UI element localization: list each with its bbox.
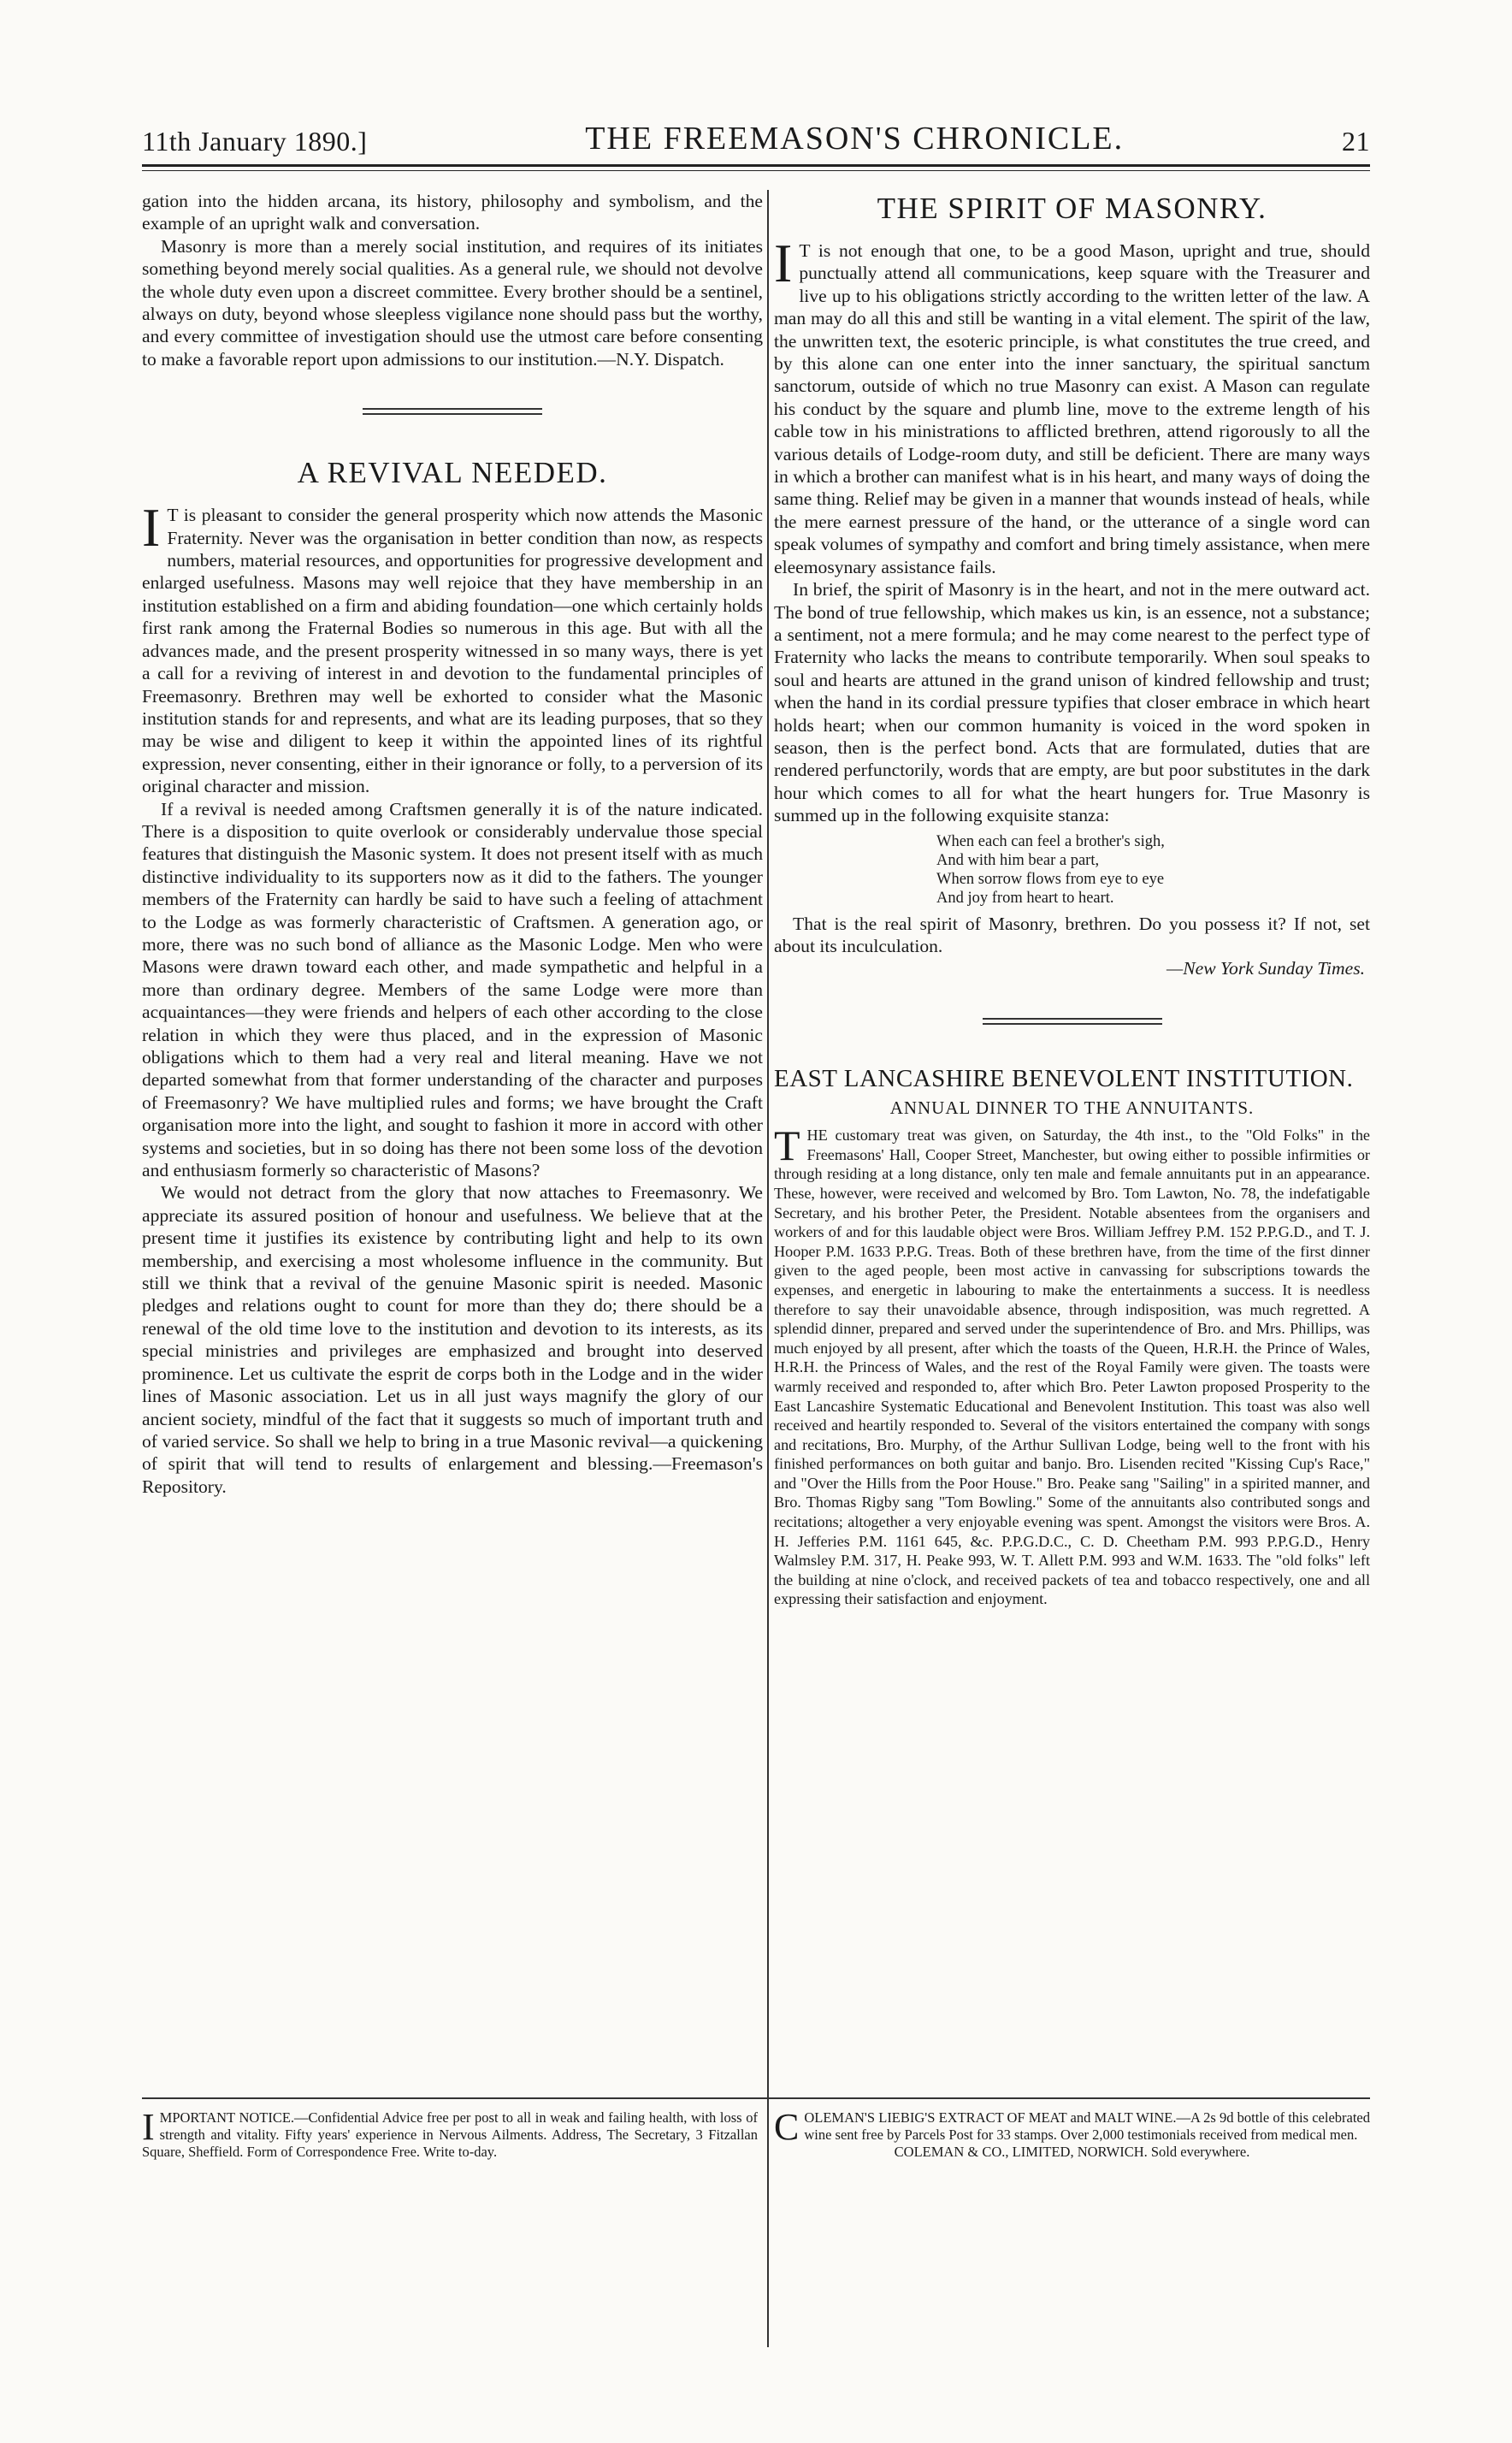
spirit-source: —New York Sunday Times. (1166, 958, 1365, 979)
important-notice: IMPORTANT NOTICE.—Confidential Advice free per post to all in weak and failing health, with loss of strength and vitality. Fifty years' experience in Nervous Ailments. Address, The Secretary, 3 Fitzallan Square, Sheffield. Form of Correspondence Free. Write to-day. (142, 2106, 758, 2160)
right-column (774, 190, 1370, 1609)
issue-date: 11th January 1890.] (142, 126, 368, 157)
left-column (142, 190, 763, 1498)
stanza-line: And with him bear a part, (936, 851, 1100, 869)
header-rule (142, 164, 1370, 167)
drop-cap: T (774, 1121, 800, 1170)
stanza-line: When sorrow flows from eye to eye (936, 870, 1165, 888)
coleman-address: COLEMAN & CO., LIMITED, NORWICH. Sold everywhere. (894, 2144, 1250, 2160)
spirit-heading: THE SPIRIT OF MASONRY. (877, 192, 1267, 225)
column-divider (767, 190, 769, 2347)
stanza-line: When each can feel a brother's sigh, (936, 832, 1165, 850)
revival-paragraph: We would not detract from the glory that now attaches to Freemasonry. We appreciate its assured position of honour and usefulness. We believe that at the present time it justifies its existence by contributing light and help to its own membership, and exercising a most wholesome influence in the community. But still we think that a revival of the genuine Masonic spirit is needed. Masonic pledges and relations ought to count for more than they do; there should be a renewal of the old time love to the institution and devotion to its interests, as its special ministries and privileges are emphasized and brought into deserved prominence. Let us cultivate the esprit de corps both in the Lodge and in the wider lines of Masonic association. Let us in all just ways magnify the glory of our ancient society, mindful of the fact that it suggests so much of important truth and of varied service. So shall we help to bring in a true Masonic revival—a quickening of spirit that will tend to results of enlargement and blessing.—Freemason's Repository. (142, 1182, 763, 1497)
east-lancashire-heading: EAST LANCASHIRE BENEVOLENT INSTITUTION. (774, 1064, 1354, 1092)
stanza-line: And joy from heart to heart. (936, 889, 1114, 907)
spirit-paragraph: In brief, the spirit of Masonry is in the heart, and not in the mere outward act. The bond of true fellowship, which makes us kin, is an essence, not a substance; a sentiment, not a mere formula; and he may come nearest to the perfect type of Fraternity who lacks the means to contribute temporarily. When soul speaks to soul and hearts are attuned in the grand unison of kindred fellowship and trust; when the hand in its cordial pressure typifies that closer embrace in which heart holds heart; when our common humanity is voiced in the word spoken in season, then is the perfect bond. Acts that are formulated, duties that are rendered perfunctorily, words that are empty, are but poor substitutes in the dark hour which comes to all for what the heart hungers for. True Masonry is summed up in the following exquisite stanza: (774, 579, 1370, 826)
drop-cap: I (142, 2106, 155, 2148)
header-rule-thin (142, 170, 1370, 171)
east-lancashire-report: THE customary treat was given, on Saturday, the 4th inst., to the "Old Folks" in the Freemasons' Hall, Cooper Street, Manchester, but owing either to possible infirmities or through residing at a long distance, only ten male and female annuitants put in an appearance. These, however, were received and welcomed by Bro. Tom Lawton, No. 78, the indefatigable Secretary, and his brother Peter, the President. Notable absentees from the organisers and workers of and for this laudable object were Bros. William Jeffrey P.M. 152 P.P.G.D., and T. J. Hooper P.M. 1633 P.P.G. Treas. Both of these brethren have, from the time of the first dinner given to the aged people, been most active in canvassing for subscriptions towards the expenses, and energetic in labouring to make the entertainments a success. It is needless therefore to say their unavoidable absence, through indisposition, was much regretted. A splendid dinner, prepared and served under the superintendence of Bro. and Mrs. Phillips, was much enjoyed by all present, after which the toasts of the Queen, H.R.H. the Prince of Wales, H.R.H. the Princess of Wales, and the rest of the Royal Family were given. The toasts were warmly received and responded to, after which Bro. Peter Lawton proposed Prosperity to the East Lancashire Systematic Educational and Benevolent Institution. This toast was also well received and heartily responded to. Several of the visitors entertained the company with songs and recitations, Bro. Murphy, of the Arthur Sullivan Lodge, being well to the front with his finished performances on both guitar and banjo. Bro. Lisenden recited "Kissing Cup's Race," and "Over the Hills from the Poor House." Bro. Peake sang "Sailing" in a spirited manner, and Bro. Thomas Rigby sang "Tom Bowling." Some of the annuitants also contributed songs and recitations; altogether a very enjoyable evening was spent. Amongst the visitors were Bros. A. H. Jefferies P.M. 1161 645, &c. P.P.G.D.C., C. D. Cheetham P.M. 993 P.P.G.D., Henry Walmsley P.M. 317, H. Peake 993, W. T. Allett P.M. 993 and W.M. 1633. The "old folks" left the building at nine o'clock, and received packets of tea and tobacco respectively, one and all expressing their satisfaction and enjoyment. (774, 1121, 1370, 1608)
intro-paragraph: Masonry is more than a merely social institution, and requires of its initiates something beyond merely social qualities. As a general rule, we should not devolve the whole duty even upon a discreet committee. Every brother should be a sentinel, always on duty, beyond whose sleepless vigilance none should pass but the worthy, and every committee of investigation should use the utmost care before consenting to make a favorable report upon admissions to our institution.—N.Y. Dispatch. (142, 235, 763, 370)
spirit-paragraph: I T is not enough that one, to be a good Mason, upright and true, should punctually attend all communications, keep square with the Treasurer and live up to his obligations strictly according to the written letter of the law. A man may do all this and still be wanting in a vital element. The spirit of the law, the unwritten text, the esoteric principle, is what constitutes the true creed, and by this alone can one enter into the inner sanctuary, the spiritual sanctum sanctorum, outside of which no true Masonry can exist. A Mason can regulate his conduct by the square and plumb line, move to the extreme length of his cable tow in his ministrations to afflicted brethren, attend rigorously to all the various details of Lodge-room duty, and still be deficient. There are many ways in which a brother can manifest what is in his heart, and many ways of doing the same thing. Relief may be given in a manner that wounds instead of heals, while the mere earnest pressure of the hand, or the utterance of a single word can speak volumes of sympathy and comfort and bring timely assistance, when mere eleemosynary assistance fails. (774, 233, 1370, 577)
footer-rule (142, 2097, 1370, 2099)
drop-cap: C (774, 2106, 800, 2148)
east-lancashire-subheading: ANNUAL DINNER TO THE ANNUITANTS. (889, 1097, 1255, 1118)
publication-title: THE FREEMASON'S CHRONICLE. (585, 121, 1125, 157)
page-number: 21 (1341, 126, 1370, 157)
revival-paragraph: If a revival is needed among Craftsmen generally it is of the nature indicated. There is a disposition to quite overlook or considerably undervalue those special features that distinguish the Masonic system. It does not present itself with as much distinctive individuality to its supporters now as it did to the fathers. The younger members of the Fraternity can hardly be said to have such a feeling of attachment to the Lodge as was formerly characteristic of Craftsmen. A generation ago, or more, there was no such bond of alliance as the Masonic Lodge. Men who were Masons were drawn toward each other, and made sympathetic and helpful in a more than ordinary degree. Members of the same Lodge were more than acquaintances—they were friends and helpers of each other according to the close relation in which they were thus placed, and in the expression of Masonic obligations which to them had a very real and literal meaning. Have we not departed somewhat from that former understanding of the character and purposes of Freemasonry? We have multiplied rules and forms; we have brought the Craft organisation more into the light, and sought to fashion it more in accord with other systems and societies, but in so doing has there not been some loss of the devotion and enthusiasm formerly so characteristic of Masons? (142, 798, 763, 1181)
page-header (142, 118, 1370, 157)
drop-cap: I (774, 233, 793, 293)
revival-paragraph: I T is pleasant to consider the general prosperity which now attends the Masonic Fraternity. Never was the organisation in better condition than now, as respects numbers, material resources, and opportunities for progressive development and enlarged usefulness. Masons may well rejoice that they have membership in an institution established on a firm and abiding foundation—one which certainly holds first rank among the Fraternal Bodies so numerous in this age. But with all the advances made, and the present prosperity witnessed in so many ways, there is yet a call for a reviving of interest in and devotion to the fundamental principles of Freemasonry. Brethren may well be exhorted to consider what the Masonic institution stands for and represents, and what are its leading purposes, that so they may be wise and diligent to keep it within the appointed lines of its rightful expression, never consenting, either in their ignorance or folly, to a perversion of its original character and mission. (142, 497, 763, 797)
section-divider (983, 1018, 1162, 1025)
spirit-closing: That is the real spirit of Masonry, brethren. Do you possess it? If not, set about its inculculation. (774, 913, 1370, 956)
intro-paragraph: gation into the hidden arcana, its history, philosophy and symbolism, and the example of an upright walk and conversation. (142, 191, 763, 234)
coleman-advert: COLEMAN'S LIEBIG'S EXTRACT OF MEAT and MALT WINE.—A 2s 9d bottle of this celebrated wine sent free by Parcels Post for 33 stamps. Over 2,000 testimonials received from medical men. COLEMAN & CO., LIMITED, NORWICH. Sold everywhere. (774, 2106, 1370, 2160)
revival-heading: A REVIVAL NEEDED. (297, 456, 608, 490)
section-divider (363, 408, 542, 415)
drop-cap: I (142, 497, 161, 559)
stanza (936, 832, 1370, 908)
